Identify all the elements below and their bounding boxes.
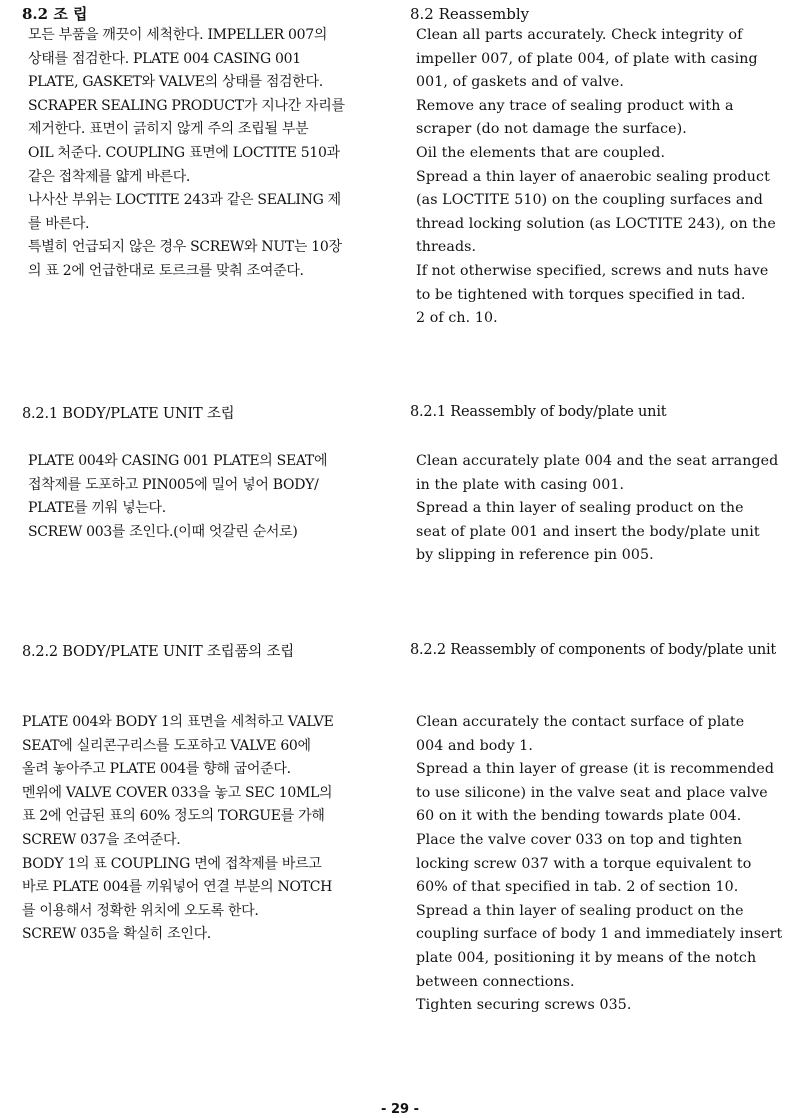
section-body-en xyxy=(410,711,794,1018)
text-line: threads. xyxy=(416,239,477,256)
text-line: Spread a thin layer of sealing product on the xyxy=(416,902,744,919)
section-body-ko xyxy=(22,24,390,284)
text-line: Clean all parts accurately. Check integrity of xyxy=(416,27,743,43)
section-heading-en: 8.2 Reassembly xyxy=(410,5,530,23)
text-line: between connections. xyxy=(416,973,575,990)
text-line: locking screw 037 with a torque equivalent to xyxy=(416,855,752,872)
section-heading-ko: 8.2 조 립 xyxy=(22,5,88,23)
text-line: SCRAPER SEALING PRODUCT가 지나간 자리를 xyxy=(28,97,345,114)
text-line: 60 on it with the bending towards plate 004. xyxy=(416,808,742,825)
text-line: 의 표 2에 언급한대로 토르크를 맞춰 조여준다. xyxy=(28,262,304,279)
text-line: 004 and body 1. xyxy=(416,737,534,754)
text-line: 접착제를 도포하고 PIN005에 밀어 넣어 BODY/ xyxy=(28,476,319,493)
section-heading-en: 8.2.1 Reassembly of body/plate unit xyxy=(410,404,667,420)
text-line: by slipping in reference pin 005. xyxy=(416,547,654,564)
text-line: 모든 부품을 깨끗이 세척한다. IMPELLER 007의 xyxy=(28,27,328,43)
section-body-en xyxy=(410,24,794,331)
text-line: 001, of gaskets and of valve. xyxy=(416,74,625,91)
section-heading-ko: 8.2.1 BODY/PLATE UNIT 조립 xyxy=(22,406,235,422)
text-line: 를 이용해서 정확한 위치에 오도록 한다. xyxy=(22,902,259,919)
text-line: 상태를 점검한다. PLATE 004 CASING 001 xyxy=(28,50,301,67)
section-body-ko xyxy=(22,711,390,947)
text-line: in the plate with casing 001. xyxy=(416,476,625,493)
text-line: Place the valve cover 033 on top and tighten xyxy=(416,831,743,848)
section-heading-en: 8.2.2 Reassembly of components of body/plate unit xyxy=(410,642,777,658)
text-line: 제거한다. 표면이 긁히지 않게 주의 조립될 부분 xyxy=(28,121,309,138)
text-line: PLATE, GASKET와 VALVE의 상태를 점검한다. xyxy=(28,74,323,91)
text-line: to be tightened with torques specified in tad. xyxy=(416,286,746,303)
section-body-ko xyxy=(22,450,390,544)
text-line: If not otherwise specified, screws and nuts have xyxy=(416,262,769,279)
text-line: scraper (do not damage the surface). xyxy=(416,121,687,138)
text-line: 특별히 언급되지 않은 경우 SCREW와 NUT는 10장 xyxy=(28,239,342,256)
text-line: SCREW 003를 조인다.(이때 엇갈린 순서로) xyxy=(28,523,298,540)
text-line: 같은 접착제를 얇게 바른다. xyxy=(28,168,191,185)
text-line: Spread a thin layer of anaerobic sealing product xyxy=(416,168,770,185)
text-line: 나사산 부위는 LOCTITE 243과 같은 SEALING 제 xyxy=(28,192,341,209)
text-line: PLATE 004와 CASING 001 PLATE의 SEAT에 xyxy=(28,453,328,469)
text-line: 바로 PLATE 004를 끼워넣어 연결 부분의 NOTCH xyxy=(22,879,333,896)
text-line: 60% of that specified in tab. 2 of section 10. xyxy=(416,879,739,896)
text-line: OIL 처준다. COUPLING 표면에 LOCTITE 510과 xyxy=(28,144,340,161)
text-line: to use silicone) in the valve seat and place valve xyxy=(416,784,768,801)
text-line: seat of plate 001 and insert the body/plate unit xyxy=(416,523,760,540)
text-line: PLATE 004와 BODY 1의 표면을 세척하고 VALVE xyxy=(22,714,334,730)
text-line: SCREW 035을 확실히 조인다. xyxy=(22,926,211,943)
text-line: thread locking solution (as LOCTITE 243), on the xyxy=(416,215,776,232)
text-line: SEAT에 실리콘구리스를 도포하고 VALVE 60에 xyxy=(22,737,311,754)
text-line: (as LOCTITE 510) on the coupling surfaces and xyxy=(416,192,763,209)
text-line: Oil the elements that are coupled. xyxy=(416,144,666,161)
text-line: Clean accurately the contact surface of plate xyxy=(416,714,745,730)
page-number: - 29 - xyxy=(381,1102,419,1117)
text-line: 멘위에 VALVE COVER 033을 놓고 SEC 10ML의 xyxy=(22,784,333,801)
text-line: 2 of ch. 10. xyxy=(416,310,498,327)
text-line: 올려 놓아주고 PLATE 004를 향해 굽어준다. xyxy=(22,761,291,778)
text-line: SCREW 037을 조여준다. xyxy=(22,831,181,848)
text-line: Spread a thin layer of grease (it is recommended xyxy=(416,761,775,778)
text-line: plate 004, positioning it by means of the notch xyxy=(416,949,757,966)
text-line: Spread a thin layer of sealing product on the xyxy=(416,500,744,517)
text-line: Tighten securing screws 035. xyxy=(416,997,632,1014)
text-line: BODY 1의 표 COUPLING 면에 접착제를 바르고 xyxy=(22,855,322,872)
text-line: Clean accurately plate 004 and the seat arranged xyxy=(416,453,779,469)
text-line: impeller 007, of plate 004, of plate with casing xyxy=(416,50,758,67)
text-line: coupling surface of body 1 and immediately insert xyxy=(416,926,783,943)
text-line: 를 바른다. xyxy=(28,215,90,232)
text-line: 표 2에 언급된 표의 60% 정도의 TORGUE를 가해 xyxy=(22,808,325,825)
section-body-en xyxy=(410,450,794,568)
text-line: Remove any trace of sealing product with a xyxy=(416,97,734,114)
text-line: PLATE를 끼워 넣는다. xyxy=(28,500,166,517)
section-heading-ko: 8.2.2 BODY/PLATE UNIT 조립품의 조립 xyxy=(22,644,295,660)
